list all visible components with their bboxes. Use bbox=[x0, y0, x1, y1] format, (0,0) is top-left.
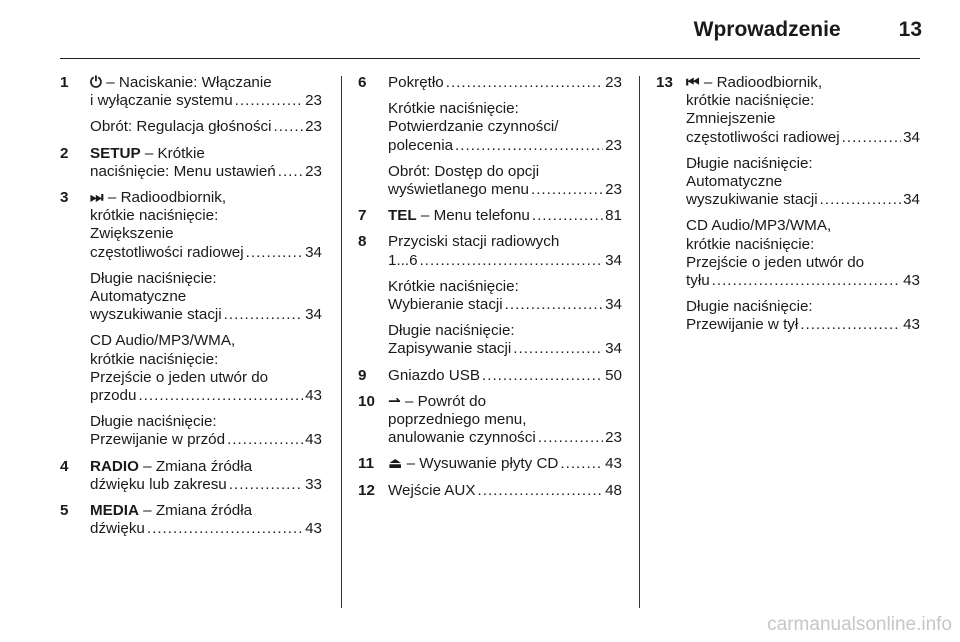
page-title: Wprowadzenie bbox=[693, 18, 841, 41]
page-ref: 23 bbox=[605, 136, 622, 154]
entry-number: 6 bbox=[358, 74, 367, 91]
index-row: Wejście AUX ..... 48 bbox=[388, 482, 622, 500]
entry-number: 12 bbox=[358, 481, 375, 499]
index-row: tyłu ..... 43 bbox=[686, 272, 920, 290]
page-ref: 43 bbox=[903, 316, 920, 334]
page-ref: 43 bbox=[305, 520, 322, 538]
entry-9 bbox=[358, 367, 622, 385]
button-keyword: RADIO bbox=[90, 457, 139, 475]
page-ref: 23 bbox=[605, 181, 622, 199]
index-row: polecenia ..... 23 bbox=[388, 137, 622, 155]
page-ref: 34 bbox=[605, 251, 622, 269]
page-ref: 34 bbox=[903, 128, 920, 146]
button-keyword: TEL bbox=[388, 207, 417, 225]
page-ref: 23 bbox=[605, 74, 622, 91]
index-row: 1...6 ..... 34 bbox=[388, 252, 622, 270]
entry-13: 13 ⏮ – Radioodbiornik, krótkie naciśnięcie: Zmniejszenie częstotliwości radiowej ..... 34 Długie naciśnięcie: Automatyczne wyszukiwanie stacji ..... 34 CD Audio/MP3/WMA, krótkie naciśnięcie: Przejście o jeden utwór do tyłu ..... 43 Długie naciśnięcie: Przewijanie w tył ..... 43 bbox=[656, 74, 920, 335]
entry-number: 8 bbox=[358, 233, 367, 251]
entry-10: 10 ⇀ – Powrót do poprzedniego menu, anulowanie czynności ..... 23 bbox=[358, 393, 622, 448]
entry-number: 2 bbox=[60, 144, 69, 162]
index-row: wyszukiwanie stacji ..... 34 bbox=[90, 306, 322, 324]
index-row: naciśnięcie: Menu ustawień ..... 23 bbox=[90, 163, 322, 181]
index-row: wyszukiwanie stacji ..... 34 bbox=[686, 191, 920, 209]
back-icon: ⇀ bbox=[388, 392, 401, 410]
column-divider bbox=[639, 76, 640, 608]
page-ref: 33 bbox=[305, 475, 322, 493]
index-row: Obrót: Regulacja głośności ..... 23 bbox=[90, 118, 322, 136]
entry-12 bbox=[358, 482, 622, 500]
index-row: dźwięku ..... 43 bbox=[90, 520, 322, 538]
column-3 bbox=[656, 74, 920, 343]
eject-icon: ⏏ bbox=[388, 455, 403, 473]
entry-4: 4 RADIO – Zmiana źródła dźwięku lub zakresu ..... 33 bbox=[60, 458, 322, 494]
column-1 bbox=[60, 74, 322, 546]
entry-number: 13 bbox=[656, 74, 673, 91]
page-ref: 34 bbox=[903, 191, 920, 209]
page-ref: 23 bbox=[605, 429, 622, 447]
column-2 bbox=[358, 74, 622, 508]
entry-number: 11 bbox=[358, 455, 375, 473]
entry-5: 5 MEDIA – Zmiana źródła dźwięku ..... 43 bbox=[60, 502, 322, 538]
page-ref: 43 bbox=[605, 455, 622, 473]
entry-number: 7 bbox=[358, 207, 367, 225]
page-ref: 23 bbox=[305, 118, 322, 136]
entry-8: 8 Przyciski stacji radiowych 1...6 ..... 34 Krótkie naciśnięcie: Wybieranie stacji ..... 34 Długie naciśnięcie: Zapisywanie stacji ..... 34 bbox=[358, 233, 622, 358]
index-row: przodu ..... 43 bbox=[90, 387, 322, 405]
index-row: częstotliwości radiowej ..... 34 bbox=[686, 129, 920, 147]
index-row: Pokrętło ..... 23 bbox=[388, 74, 622, 92]
page-ref: 23 bbox=[305, 162, 322, 180]
button-keyword: SETUP bbox=[90, 144, 141, 162]
header-rule bbox=[60, 58, 920, 59]
index-row: wyświetlanego menu ..... 23 bbox=[388, 181, 622, 199]
entry-7 bbox=[358, 207, 622, 225]
page-ref: 48 bbox=[605, 481, 622, 499]
skip-back-icon: ⏮ bbox=[686, 74, 700, 91]
index-row: ⏏ – Wysuwanie płyty CD ..... 43 bbox=[388, 455, 622, 473]
page-header bbox=[694, 18, 922, 42]
entry-1 bbox=[60, 74, 322, 137]
index-row: TEL – Menu telefonu ..... 81 bbox=[388, 207, 622, 225]
entry-number: 4 bbox=[60, 457, 69, 475]
page-number: 13 bbox=[898, 18, 922, 41]
power-icon: ⏻ bbox=[90, 74, 103, 91]
button-keyword: MEDIA bbox=[90, 502, 139, 520]
page-ref: 34 bbox=[605, 340, 622, 358]
index-row: Gniazdo USB ..... 50 bbox=[388, 367, 622, 385]
entry-number: 10 bbox=[358, 392, 375, 410]
entry-number: 9 bbox=[358, 366, 367, 384]
skip-forward-icon: ⏭ bbox=[90, 189, 104, 207]
index-row: i wyłączanie systemu ..... 23 bbox=[90, 92, 322, 110]
page-ref: 34 bbox=[305, 306, 322, 324]
index-row: częstotliwości radiowej ..... 34 bbox=[90, 244, 322, 262]
index-row: Przewijanie w przód ..... 43 bbox=[90, 431, 322, 449]
watermark: carmanualsonline.info bbox=[767, 614, 952, 635]
entry-number: 1 bbox=[60, 74, 69, 91]
entry-11 bbox=[358, 455, 622, 473]
entry-3: 3 ⏭ – Radioodbiornik, krótkie naciśnięcie: Zwiększenie częstotliwości radiowej ..... 34 Długie naciśnięcie: Automatyczne wyszukiwanie stacji ..... 34 CD Audio/MP3/WMA, krótkie naciśnięcie: Przejście o jeden utwór do przodu ..... 43 Długie naciśnięcie: Przewijanie w przód ..... 43 bbox=[60, 189, 322, 450]
page-ref: 34 bbox=[605, 296, 622, 314]
page-ref: 34 bbox=[305, 243, 322, 261]
index-row: anulowanie czynności ..... 23 bbox=[388, 429, 622, 447]
entry-2: 2 SETUP – Krótkie naciśnięcie: Menu ustawień ..... 23 bbox=[60, 145, 322, 181]
page-ref: 43 bbox=[305, 387, 322, 405]
index-row: Zapisywanie stacji ..... 34 bbox=[388, 340, 622, 358]
index-row: dźwięku lub zakresu ..... 33 bbox=[90, 476, 322, 494]
page-ref: 23 bbox=[305, 92, 322, 110]
entry-number: 5 bbox=[60, 502, 69, 520]
page-ref: 43 bbox=[903, 272, 920, 290]
column-divider bbox=[341, 76, 342, 608]
page-ref: 50 bbox=[605, 366, 622, 384]
page-ref: 43 bbox=[305, 431, 322, 449]
index-row: Wybieranie stacji ..... 34 bbox=[388, 296, 622, 314]
entry-text: – Naciskanie: Włączanie bbox=[106, 74, 272, 91]
entry-6: 6 Pokrętło ..... 23 Krótkie naciśnięcie: Potwierdzanie czynności/ polecenia ..... 23 Obrót: Dostęp do opcji wyświetlanego menu ..... 23 bbox=[358, 74, 622, 199]
index-row: Przewijanie w tył ..... 43 bbox=[686, 316, 920, 334]
page-ref: 81 bbox=[605, 207, 622, 225]
entry-number: 3 bbox=[60, 189, 69, 207]
